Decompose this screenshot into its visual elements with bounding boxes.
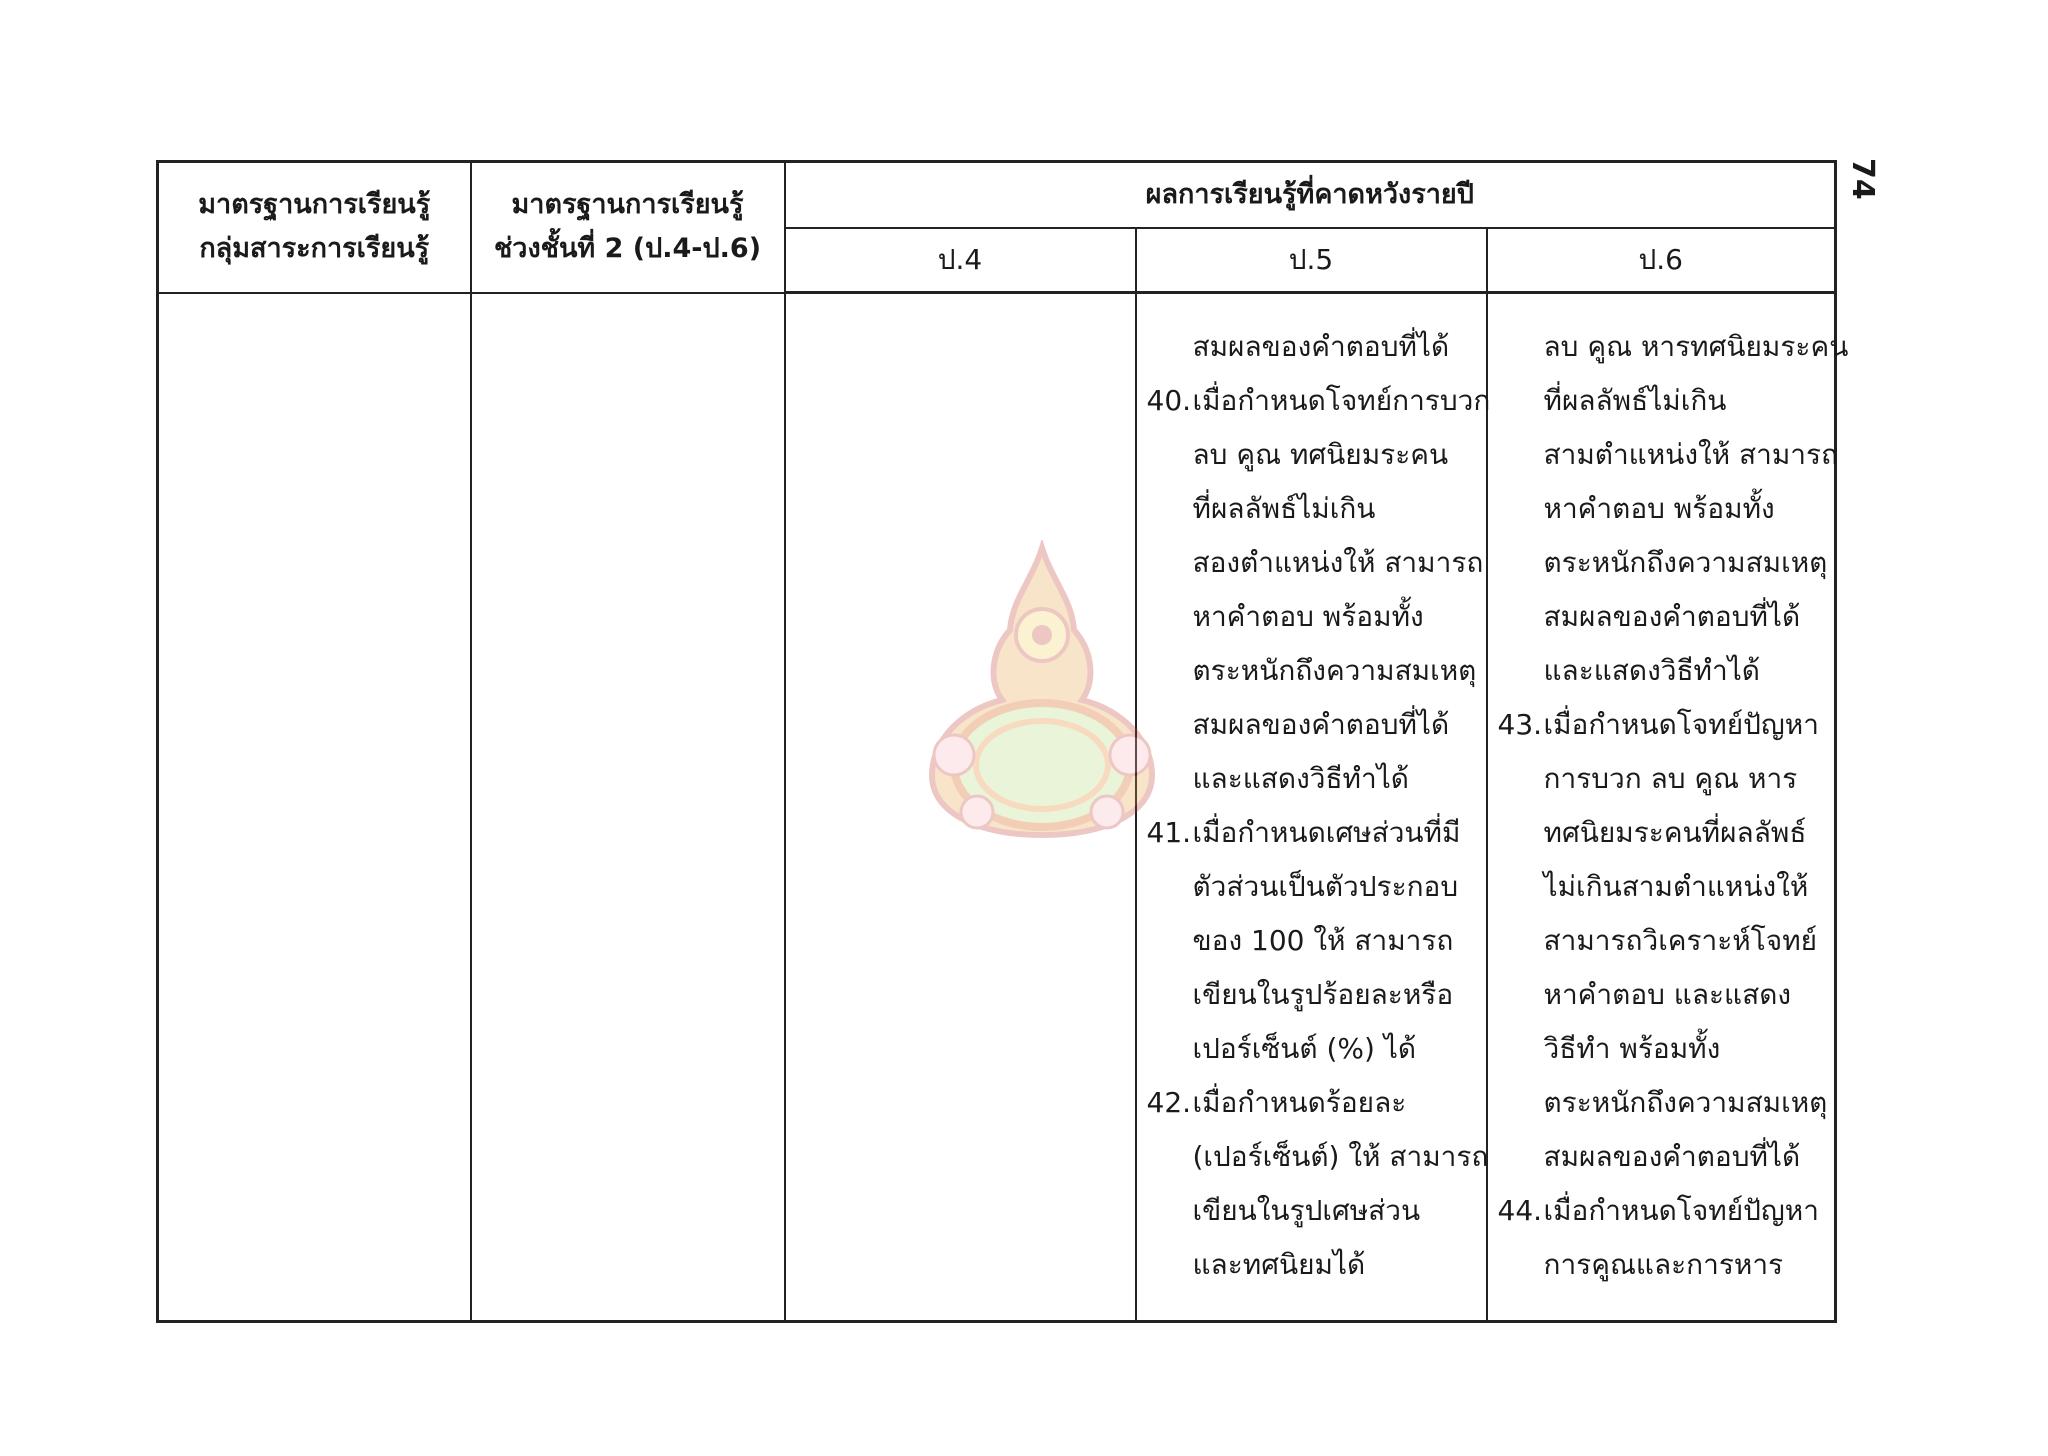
header-level-standard-line2: ช่วงชั้นที่ 2 (ป.4-ป.6): [493, 233, 762, 265]
subject-standard-cell: [158, 293, 471, 1322]
grade-5-outcome-line: [1137, 1184, 1486, 1238]
grade-6-outcome-line: [1488, 1022, 1835, 1076]
outcome-text: ของ 100 ให้ สามารถ: [1192, 924, 1454, 957]
grade-6-outcome-line: [1488, 1130, 1835, 1184]
outcome-text: ลบ คูณ หารทศนิยมระคน: [1543, 330, 1849, 363]
header-subject-standard-line2: กลุ่มสาระการเรียนรู้: [199, 233, 430, 265]
grade-6-outcomes: [1488, 294, 1849, 1292]
outcome-text: การบวก ลบ คูณ หาร: [1543, 762, 1798, 795]
header-subject-standard: [158, 162, 471, 293]
outcome-text: เมื่อกำหนดโจทย์ปัญหา: [1543, 708, 1819, 741]
outcome-number: 42.: [1146, 1086, 1192, 1119]
outcome-text: ที่ผลลัพธ์ไม่เกิน: [1543, 384, 1727, 417]
grade-5-cell: [1136, 293, 1491, 1322]
grade-6-outcome-line: [1488, 752, 1835, 806]
outcome-text: เขียนในรูปร้อยละหรือ: [1192, 978, 1454, 1011]
grade-6-outcome-line: [1488, 644, 1835, 698]
outcome-text: การคูณและการหาร: [1543, 1248, 1784, 1281]
outcome-text: หาคำตอบ พร้อมทั้ง: [1192, 600, 1424, 633]
grade-6-outcome-line: [1488, 968, 1835, 1022]
page-number: 74: [1845, 158, 1880, 200]
outcome-text: ตระหนักถึงความสมเหตุ: [1543, 1086, 1828, 1119]
outcome-text: ตระหนักถึงความสมเหตุ: [1543, 546, 1828, 579]
outcome-number: 43.: [1497, 708, 1543, 741]
outcome-text: สามตำแหน่งให้ สามารถ: [1543, 438, 1839, 471]
outcome-text: สมผลของคำตอบที่ได้: [1192, 330, 1450, 363]
grade-6-outcome-line: [1488, 590, 1835, 644]
outcome-text: เมื่อกำหนดโจทย์ปัญหา: [1543, 1194, 1819, 1227]
outcome-text: เมื่อกำหนดโจทย์การบวก: [1192, 384, 1491, 417]
level-standard-cell: [471, 293, 785, 1322]
grade-6-outcome-line: [1488, 914, 1835, 968]
grade-6-outcome-line: [1488, 374, 1835, 428]
grade-5-outcome-line: [1137, 482, 1486, 536]
outcome-text: และทศนิยมได้: [1192, 1248, 1366, 1281]
header-expected-outcomes: ผลการเรียนรู้ที่คาดหวังรายปี: [785, 162, 1836, 229]
grade-6-outcome-line: [1488, 698, 1835, 752]
grade-5-outcome-line: [1137, 1238, 1486, 1292]
header-grade-4: ป.4: [785, 228, 1136, 293]
grade-5-outcomes: [1137, 294, 1491, 1292]
outcome-text: ทศนิยมระคนที่ผลลัพธ์: [1543, 816, 1807, 849]
header-grade-5: ป.5: [1136, 228, 1487, 293]
grade-5-outcome-line: [1137, 320, 1486, 374]
outcome-text: สมผลของคำตอบที่ได้: [1192, 708, 1450, 741]
grade-6-outcome-line: [1488, 1238, 1835, 1292]
outcome-text: (เปอร์เซ็นต์) ให้ สามารถ: [1192, 1140, 1489, 1173]
grade-5-outcome-line: [1137, 644, 1486, 698]
outcome-text: ไม่เกินสามตำแหน่งให้: [1543, 870, 1809, 903]
grade-5-outcome-line: [1137, 536, 1486, 590]
outcome-text: ตัวส่วนเป็นตัวประกอบ: [1192, 870, 1459, 903]
grade-5-outcome-line: [1137, 806, 1486, 860]
grade-5-outcome-line: [1137, 1076, 1486, 1130]
grade-6-cell: [1487, 293, 1849, 1322]
header-subject-standard-line1: มาตรฐานการเรียนรู้: [198, 189, 431, 221]
outcome-text: ที่ผลลัพธ์ไม่เกิน: [1192, 492, 1376, 525]
outcome-text: และแสดงวิธีทำได้: [1192, 762, 1409, 795]
grade-5-outcome-line: [1137, 1130, 1489, 1184]
grade-5-outcome-line: [1137, 1022, 1486, 1076]
grade-6-outcome-line: [1488, 428, 1839, 482]
outcome-number: 41.: [1146, 816, 1192, 849]
grade-6-outcome-line: [1488, 536, 1835, 590]
grade-6-outcome-line: [1488, 320, 1849, 374]
outcome-text: หาคำตอบ และแสดง: [1543, 978, 1792, 1011]
outcome-number: 44.: [1497, 1194, 1543, 1227]
grade-5-outcome-line: [1137, 752, 1486, 806]
outcome-text: เขียนในรูปเศษส่วน: [1192, 1194, 1421, 1227]
outcome-text: สามารถวิเคราะห์โจทย์: [1543, 924, 1818, 957]
outcome-text: สมผลของคำตอบที่ได้: [1543, 600, 1801, 633]
outcome-text: หาคำตอบ พร้อมทั้ง: [1543, 492, 1775, 525]
grade-6-outcome-line: [1488, 1076, 1835, 1130]
header-level-standard: [471, 162, 785, 293]
outcome-number: 40.: [1146, 384, 1192, 417]
header-grade-6: ป.6: [1487, 228, 1836, 293]
outcome-text: สมผลของคำตอบที่ได้: [1543, 1140, 1801, 1173]
outcome-text: และแสดงวิธีทำได้: [1543, 654, 1760, 687]
header-level-standard-line1: มาตรฐานการเรียนรู้: [511, 189, 744, 221]
grade-5-outcome-line: [1137, 698, 1486, 752]
outcome-text: เมื่อกำหนดร้อยละ: [1192, 1086, 1407, 1119]
grade-5-outcome-line: [1137, 914, 1486, 968]
grade-5-outcome-line: [1137, 428, 1486, 482]
grade-5-outcome-line: [1137, 374, 1491, 428]
outcome-text: วิธีทำ พร้อมทั้ง: [1543, 1032, 1721, 1065]
grade-6-outcome-line: [1488, 482, 1835, 536]
outcome-text: ลบ คูณ ทศนิยมระคน: [1192, 438, 1449, 471]
grade-5-outcome-line: [1137, 968, 1486, 1022]
grade-6-outcome-line: [1488, 806, 1835, 860]
grade-5-outcome-line: [1137, 860, 1486, 914]
grade-6-outcome-line: [1488, 860, 1835, 914]
outcome-text: เปอร์เซ็นต์ (%) ได้: [1192, 1032, 1417, 1065]
grade-5-outcome-line: [1137, 590, 1486, 644]
grade-4-cell: [785, 293, 1136, 1322]
outcome-text: เมื่อกำหนดเศษส่วนที่มี: [1192, 816, 1461, 849]
learning-standards-table: [156, 160, 1849, 1323]
grade-6-outcome-line: [1488, 1184, 1835, 1238]
outcome-text: ตระหนักถึงความสมเหตุ: [1192, 654, 1477, 687]
outcome-text: สองตำแหน่งให้ สามารถ: [1192, 546, 1484, 579]
